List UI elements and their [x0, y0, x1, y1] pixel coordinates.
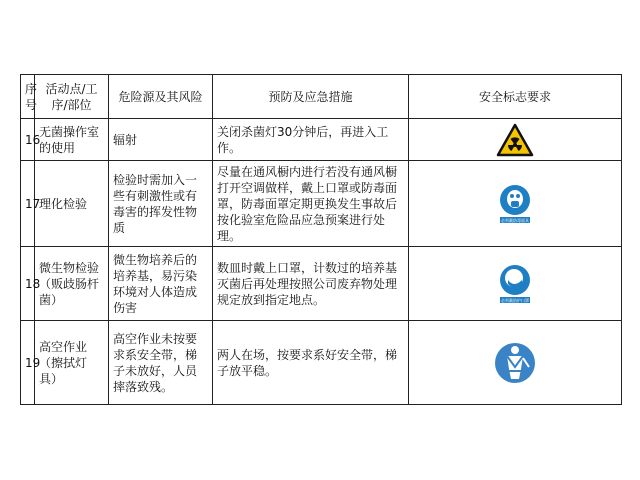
sign-caption: 必须戴防护口罩 [501, 297, 529, 303]
sign-cell [409, 247, 622, 321]
risk-cell: 辐射 [109, 119, 213, 161]
measure-cell: 数皿时戴上口罩，计数过的培养基灭菌后再处理按照公司废弃物处理规定放到指定地点。 [213, 247, 409, 321]
table-row [21, 161, 622, 247]
header-measure: 预防及应急措施 [213, 75, 409, 119]
row-number: 18 [21, 247, 35, 321]
sign-cell [409, 321, 622, 405]
risk-cell: 微生物培养后的培养基，易污染环境对人体造成伤害 [109, 247, 213, 321]
gas-mask-mandatory-icon [497, 184, 533, 224]
header-no: 序号 [21, 75, 35, 119]
header-row [21, 75, 622, 119]
mask-mandatory-icon [497, 264, 533, 304]
radiation-warning-icon [496, 123, 534, 157]
activity-cell: 微生物检验（贩歧肠杆菌） [35, 247, 109, 321]
header-risk: 危险源及其风险 [109, 75, 213, 119]
risk-cell: 检验时需加入一些有刺激性或有毒害的挥发性物质 [109, 161, 213, 247]
row-number: 17 [21, 161, 35, 247]
table-row [21, 321, 622, 405]
risk-cell: 高空作业未按要求系安全带，梯子未放好，人员摔落致残。 [109, 321, 213, 405]
table-row [21, 247, 622, 321]
header-sign: 安全标志要求 [409, 75, 622, 119]
sign-caption: 必须戴防毒面具 [501, 217, 529, 223]
row-number: 16 [21, 119, 35, 161]
safety-harness-icon [493, 341, 537, 385]
activity-cell: 高空作业（擦拭灯具） [35, 321, 109, 405]
sign-cell [409, 161, 622, 247]
hazard-table [20, 74, 622, 405]
measure-cell: 关闭杀菌灯30分钟后，再进入工作。 [213, 119, 409, 161]
row-number: 19 [21, 321, 35, 405]
activity-cell: 理化检验 [35, 161, 109, 247]
measure-cell: 尽量在通风橱内进行若没有通风橱打开空调做样，戴上口罩或防毒面罩，防毒面罩定期更换发生事故后按化验室危险品应急预案进行处理。 [213, 161, 409, 247]
sign-cell [409, 119, 622, 161]
header-activity: 活动点/工序/部位 [35, 75, 109, 119]
activity-cell: 无菌操作室的使用 [35, 119, 109, 161]
measure-cell: 两人在场，按要求系好安全带，梯子放平稳。 [213, 321, 409, 405]
table-row [21, 119, 622, 161]
